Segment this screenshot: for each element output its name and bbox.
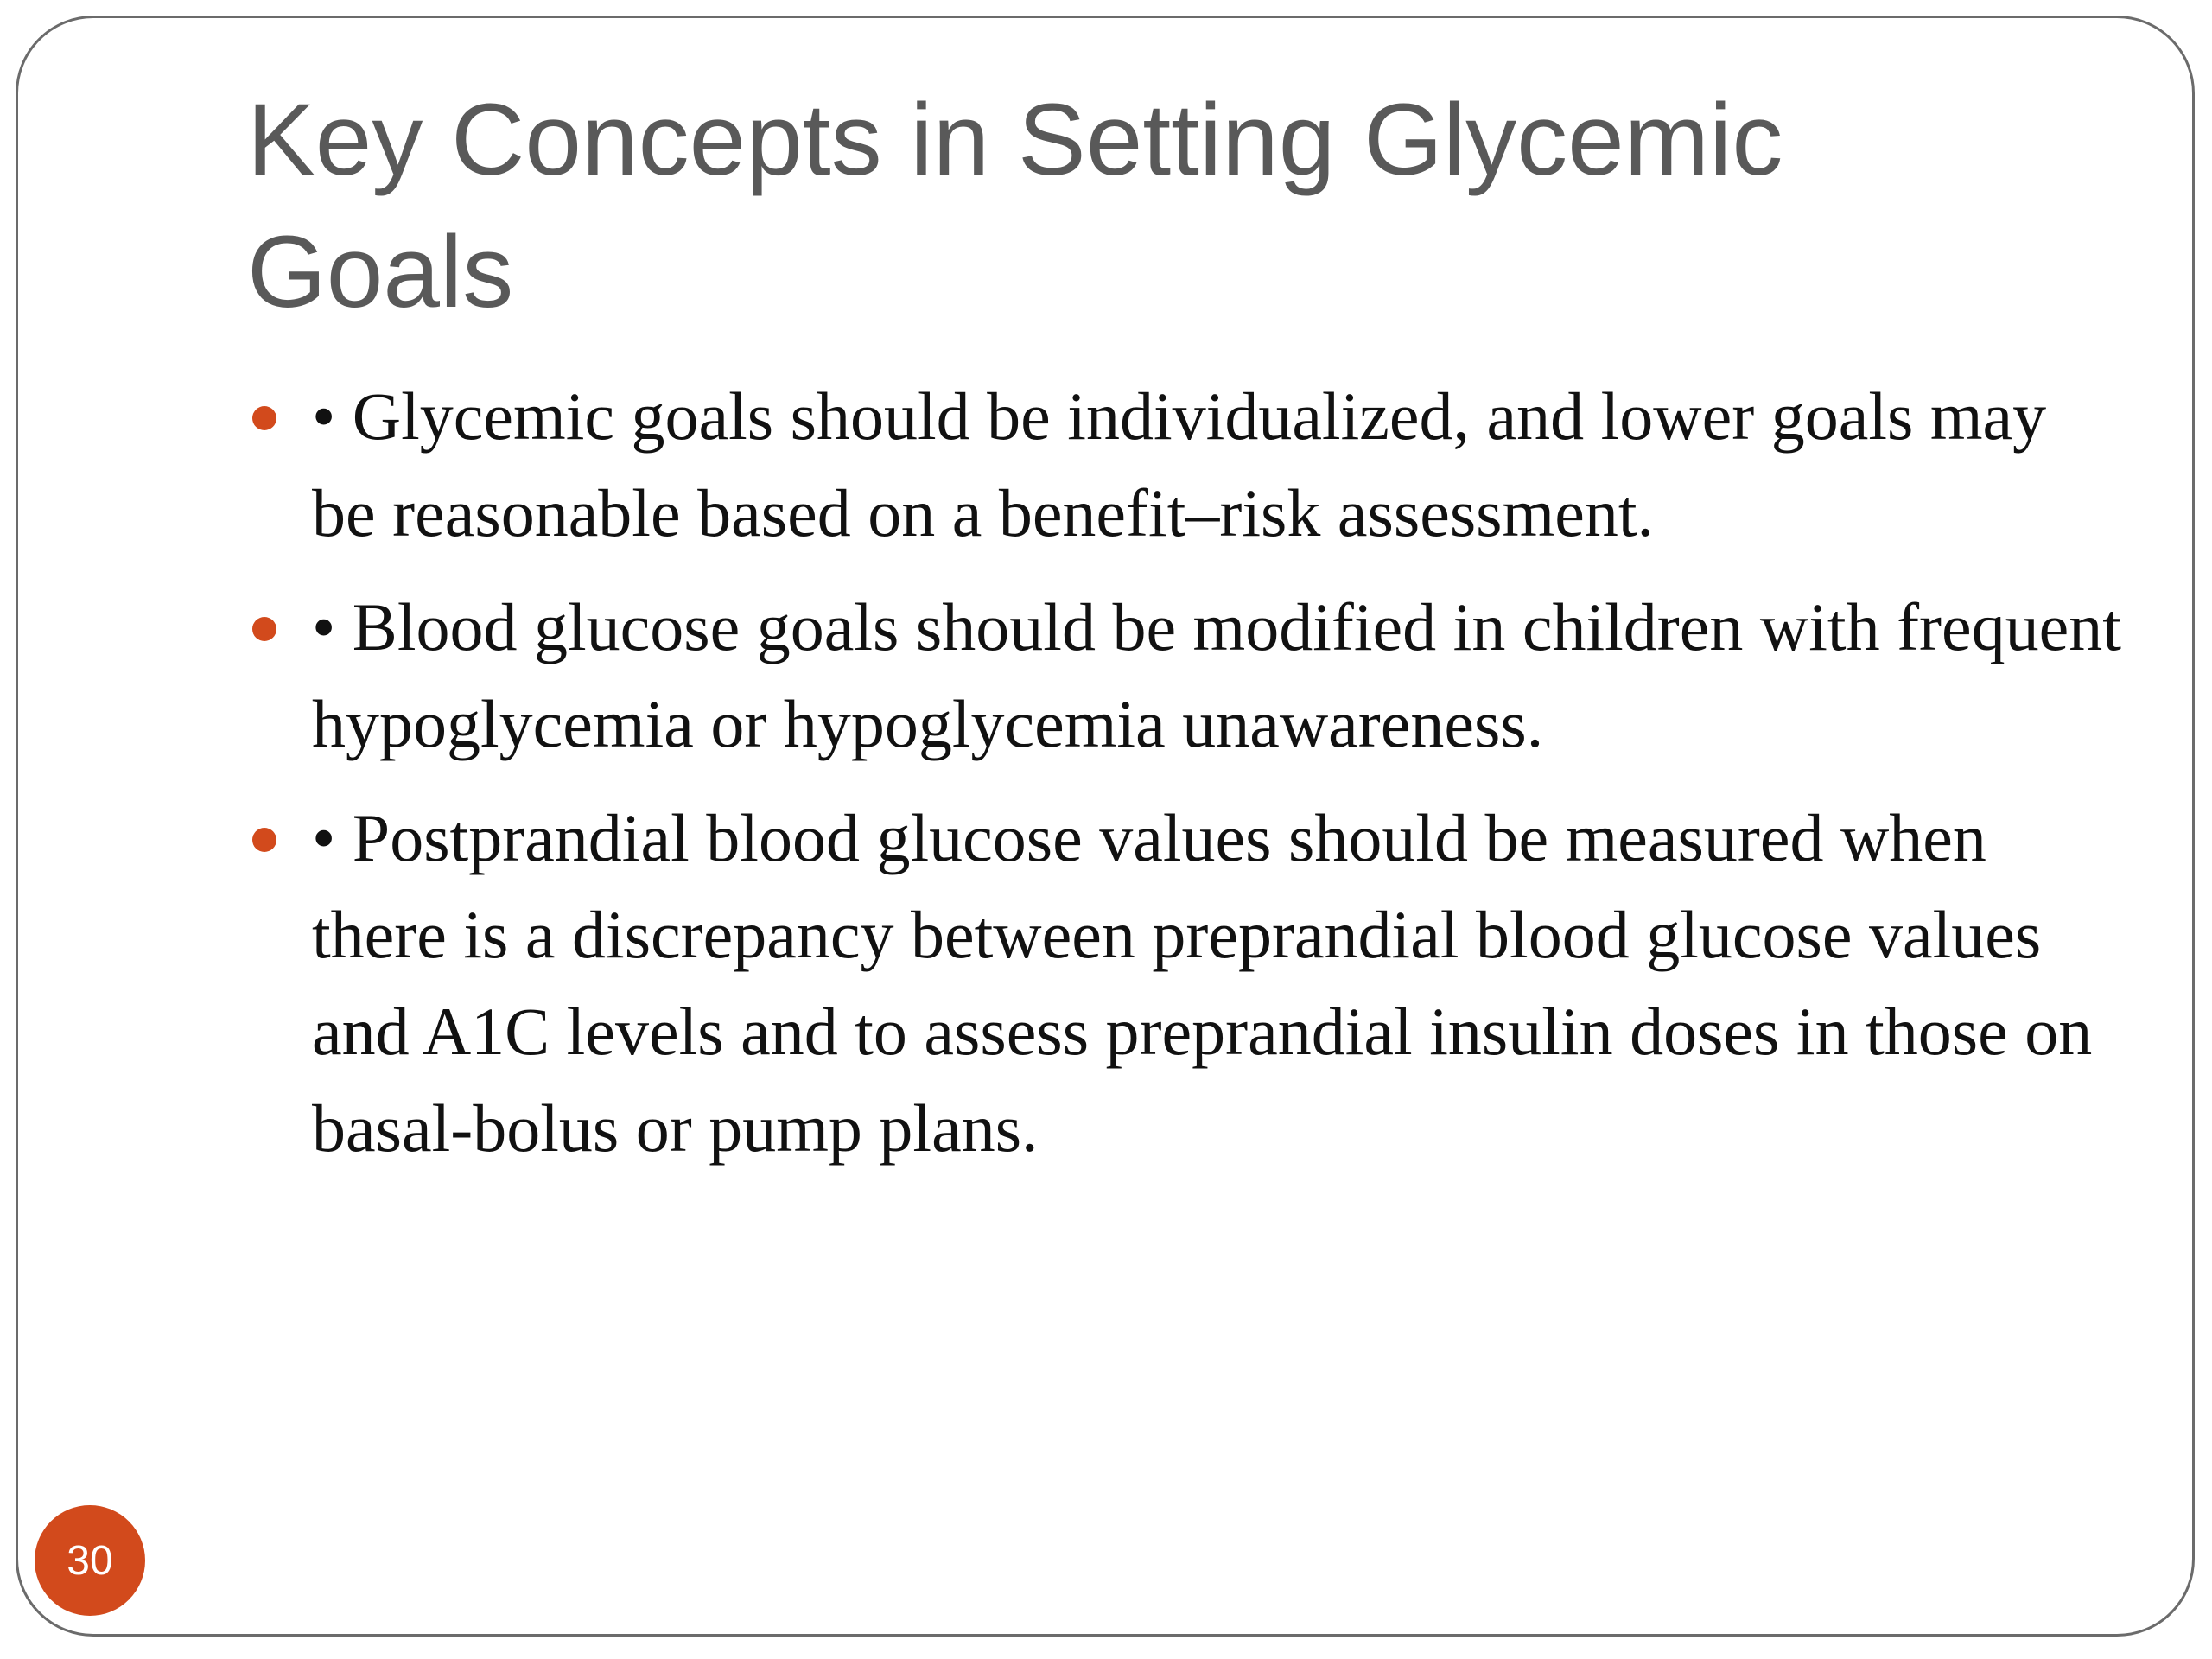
orange-dot-bullet-icon — [252, 617, 276, 641]
bullet-text: • Postprandial blood glucose values should be measured when there is a discrepancy between preprandial blood glucose values and A1C levels and to assess preprandial insulin doses in those on basal-bolus or pump plans. — [312, 800, 2093, 1166]
slide-frame — [16, 16, 2195, 1637]
orange-dot-bullet-icon — [252, 828, 276, 852]
bullet-list — [247, 368, 2122, 1194]
bullet-item — [247, 579, 2122, 772]
page-number-badge: 30 — [35, 1505, 145, 1616]
bullet-item — [247, 368, 2122, 562]
bullet-text: • Blood glucose goals should be modified in children with frequent hypoglycemia or hypoglycemia unawareness. — [312, 589, 2121, 761]
orange-dot-bullet-icon — [252, 406, 276, 430]
slide-title: Key Concepts in Setting Glycemic Goals — [247, 83, 1783, 329]
bullet-item — [247, 790, 2122, 1177]
bullet-text: • Glycemic goals should be individualized, and lower goals may be reasonable based on a benefit–risk assessment. — [312, 378, 2047, 550]
